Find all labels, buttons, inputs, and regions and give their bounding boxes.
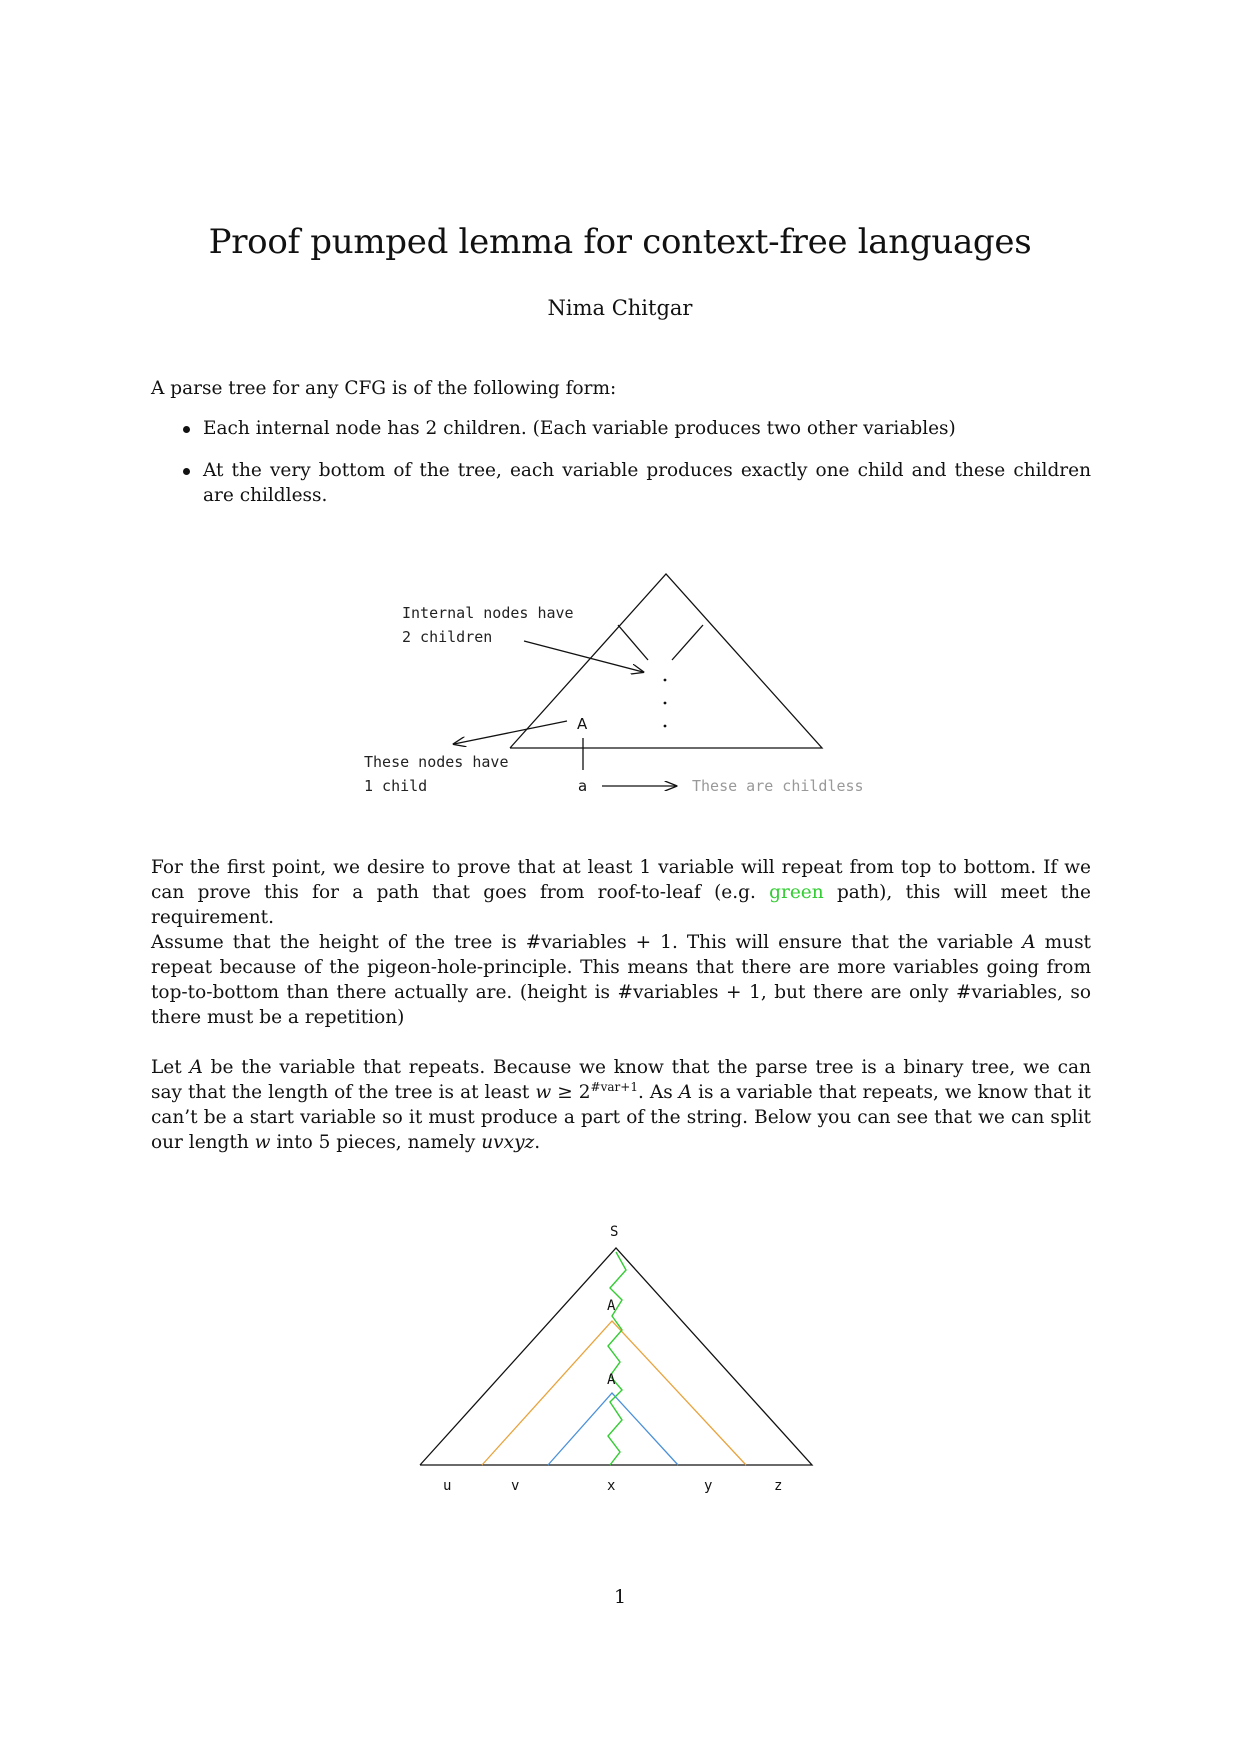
- author-name: Nima Chitgar: [547, 296, 693, 320]
- bullet-item: Each internal node has 2 children. (Each variable produces two other variables): [151, 416, 1091, 441]
- leaf-a-label: a: [578, 777, 588, 795]
- paragraph-first-point: For the first point, we desire to prove that at least 1 variable will repeat from top to bottom. If we can prove this for a path that goes from roof-to-leaf (e.g. green path), this will meet the requirement.: [151, 857, 1091, 928]
- piece-z: z: [774, 1478, 783, 1494]
- pumping-tree-figure: [420, 1224, 812, 1494]
- node-A-label: A: [577, 715, 588, 733]
- lower-A-label: A: [607, 1372, 616, 1388]
- paragraph-repeat-variable: Let A be the variable that repeats. Because we know that the parse tree is a binary tree, we can say that the length of the tree is at least $w \ge 2^{\#var+1}$. As A is a variable that repeats, we know that it can’t be a start variable so it must produce a part of the string. Below you can see that we can split our length w into 5 pieces, namely uvxyz.: [151, 1057, 1091, 1153]
- root-S-label: S: [610, 1224, 619, 1240]
- page-number: 1: [613, 1586, 627, 1608]
- label-internal-nodes-line1: Internal nodes have: [402, 604, 574, 622]
- paper-title: Proof pumped lemma for context-free languages: [208, 222, 1032, 262]
- bullet-item: At the very bottom of the tree, each variable produces exactly one child and these children are childless.: [151, 458, 1091, 508]
- green-path: [608, 1252, 626, 1465]
- vertical-dots: [664, 679, 667, 728]
- upper-A-label: A: [607, 1298, 616, 1314]
- label-one-child-line1: These nodes have: [364, 753, 509, 771]
- piece-v: v: [511, 1478, 520, 1494]
- piece-u: u: [443, 1478, 452, 1494]
- intro-paragraph: A parse tree for any CFG is of the following form:: [151, 378, 617, 399]
- green-word: green: [769, 882, 824, 903]
- label-one-child-line2: 1 child: [364, 777, 428, 795]
- paragraph-height-assumption: Assume that the height of the tree is #variables + 1. This will ensure that the variable A must repeat because of the pigeon-hole-principle. This means that there are more variables going from top-to-bottom than there actually are. (height is #variables + 1, but there are only #variables, so there must be a repetition): [151, 932, 1091, 1028]
- label-internal-nodes-line2: 2 children: [402, 628, 493, 646]
- piece-x: x: [607, 1478, 616, 1494]
- blue-triangle: [548, 1393, 678, 1465]
- label-childless: These are childless: [692, 777, 864, 795]
- piece-y: y: [704, 1478, 713, 1494]
